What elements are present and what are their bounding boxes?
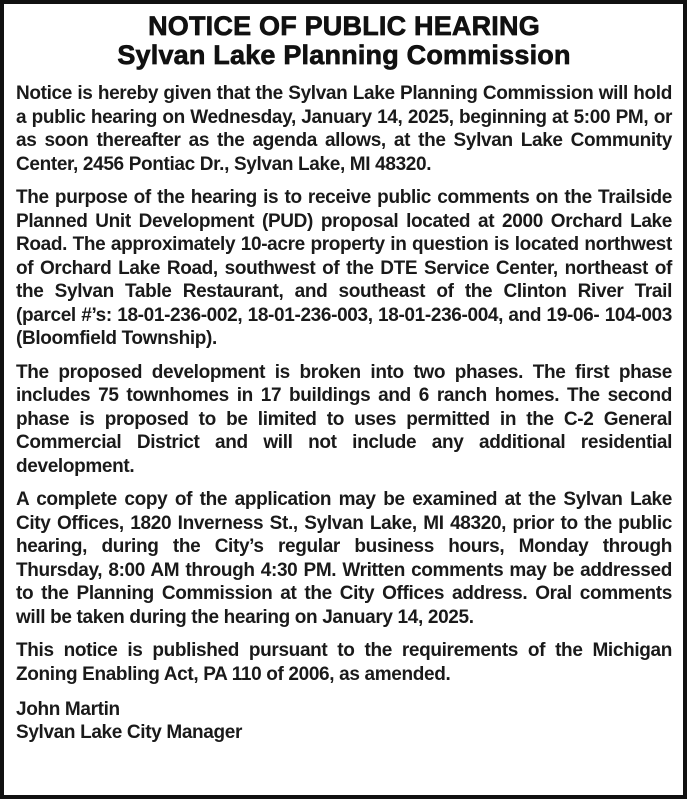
notice-header: [16, 12, 672, 70]
paragraph-development-phases: The proposed development is broken into two phases. The first phase includes 75 townhomes in 17 buildings and 6 ranch homes. The second phase is proposed to be limited to uses permitted in the C-2 General Commercial District and will not include any additional residential development.: [16, 361, 672, 477]
signature-name: John Martin: [16, 699, 120, 720]
paragraph-hearing-announcement: Notice is hereby given that the Sylvan Lake Planning Commission will hold a public hearing on Wednesday, January 14, 2025, beginning at 5:00 PM, or as soon thereafter as the agenda allows, at the Sylvan Lake Community Center, 2456 Pontiac Dr., Sylvan Lake, MI 48320.: [16, 83, 672, 175]
signature-block: [16, 698, 672, 744]
signature-title: Sylvan Lake City Manager: [16, 722, 243, 743]
notice-title: NOTICE OF PUBLIC HEARING: [148, 11, 540, 41]
paragraph-hearing-purpose: The purpose of the hearing is to receive public comments on the Trailside Planned Unit Development (PUD) proposal located at 2000 Orchard Lake Road. The approximately 10-acre property in question is located northwest of Orchard Lake Road, southwest of the DTE Service Center, northeast of the Sylvan Table Restaurant, and southeast of the Clinton River Trail (parcel #’s: 18-01-236-002, 18-01-236-003, 18-01-236-004, and 19-06- 104-003 (Bloomfield Township).: [16, 187, 672, 349]
notice-subtitle: Sylvan Lake Planning Commission: [117, 40, 571, 70]
paragraph-application-copy: A complete copy of the application may be examined at the Sylvan Lake City Offices, 1820 Inverness St., Sylvan Lake, MI 48320, prior to the public hearing, during the City’s regular business hours, Monday through Thursday, 8:00 AM through 4:30 PM. Written comments may be addressed to the Planning Commission at the City Offices address. Oral comments will be taken during the hearing on January 14, 2025.: [16, 489, 672, 628]
paragraph-legal-basis: This notice is published pursuant to the requirements of the Michigan Zoning Enabling Act, PA 110 of 2006, as amended.: [16, 640, 672, 685]
